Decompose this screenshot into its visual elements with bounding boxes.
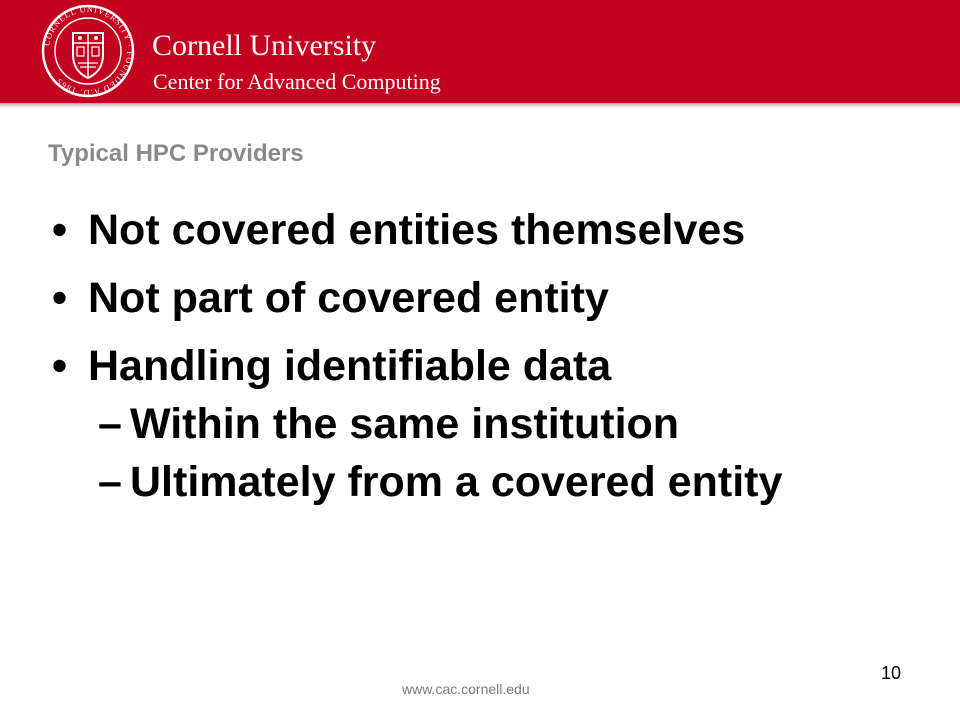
sub-bullet-item bbox=[98, 458, 912, 506]
bullet-item bbox=[52, 206, 912, 254]
bullet-marker: • bbox=[52, 342, 68, 390]
bullet-marker: • bbox=[52, 206, 68, 254]
bullet-marker: • bbox=[52, 274, 68, 322]
footer-url: www.cac.cornell.edu bbox=[402, 681, 530, 697]
bullet-text: Not covered entities themselves bbox=[88, 206, 746, 254]
sub-bullet-marker: – bbox=[98, 400, 122, 448]
bullet-item bbox=[52, 342, 912, 390]
header-banner bbox=[0, 0, 960, 103]
slide-title: Typical HPC Providers bbox=[48, 140, 304, 167]
sub-bullet-text: Within the same institution bbox=[130, 400, 680, 448]
bullet-item bbox=[52, 274, 912, 322]
cornell-seal-icon bbox=[40, 3, 136, 99]
bullet-list bbox=[52, 206, 912, 526]
sub-bullet-item bbox=[98, 400, 912, 448]
sub-bullet-marker: – bbox=[98, 458, 122, 506]
brand-subtitle: Center for Advanced Computing bbox=[153, 69, 441, 94]
bullet-text: Not part of covered entity bbox=[88, 274, 609, 322]
page-number: 10 bbox=[881, 663, 902, 683]
sub-bullet-text: Ultimately from a covered entity bbox=[130, 458, 783, 506]
seal-ring-text: CORNELL UNIVERSITY · FOUNDED A.D. 1865 bbox=[42, 4, 135, 98]
bullet-text: Handling identifiable data bbox=[88, 342, 612, 390]
brand-name: Cornell University bbox=[152, 29, 377, 62]
header-shadow bbox=[0, 103, 960, 108]
